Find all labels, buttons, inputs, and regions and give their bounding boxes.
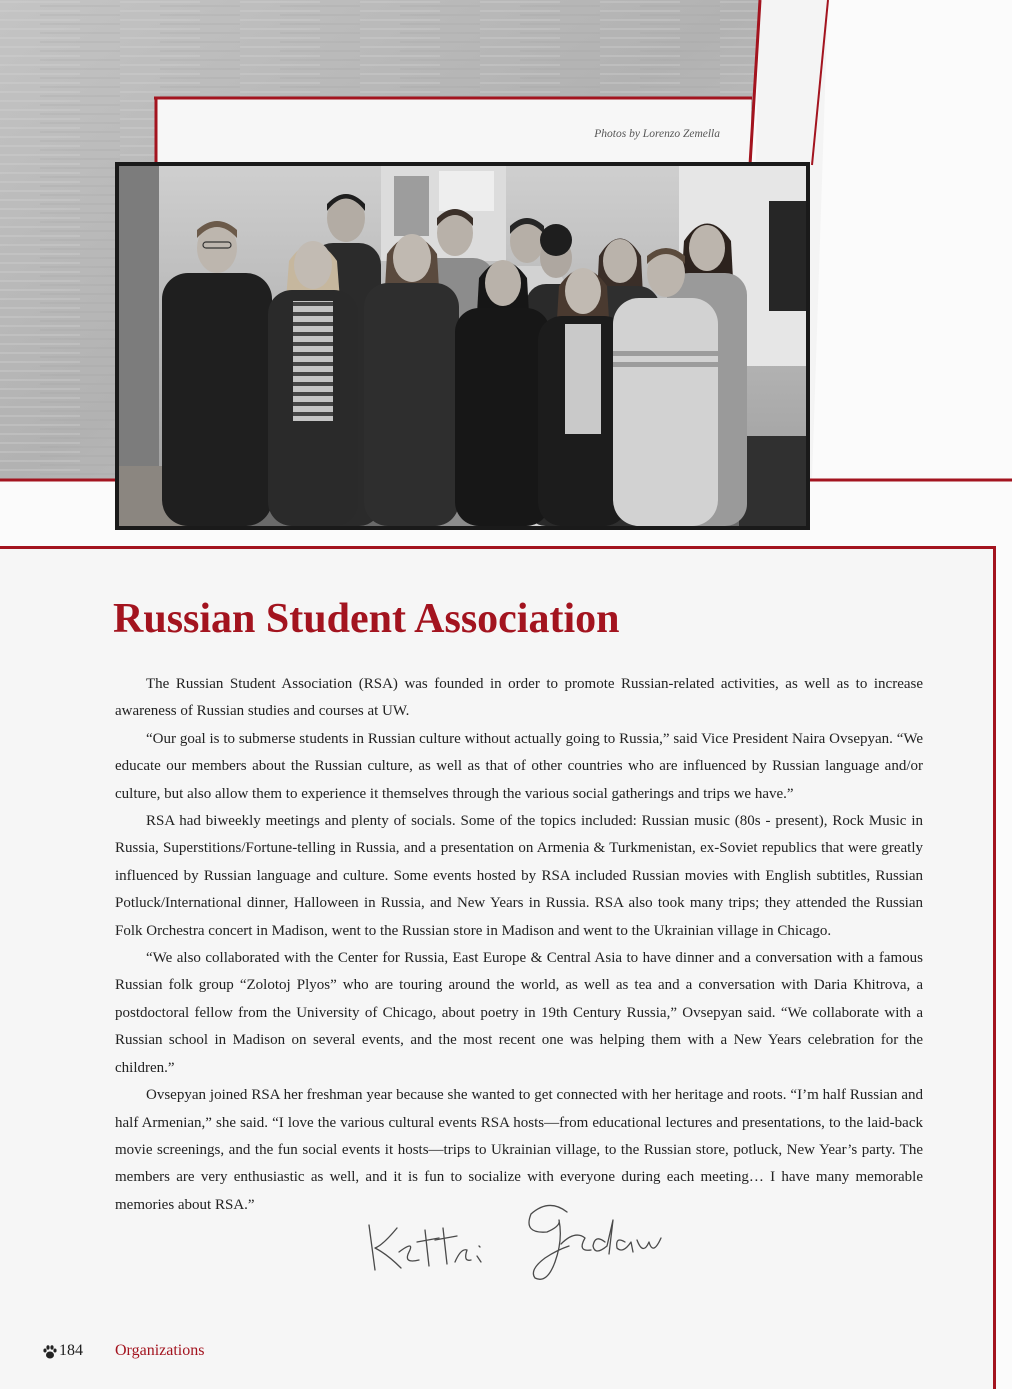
group-photo	[115, 162, 810, 530]
signature	[355, 1190, 675, 1290]
section-name: Organizations	[115, 1342, 205, 1359]
page-number: 184	[59, 1342, 83, 1359]
paw-icon	[42, 1344, 58, 1360]
photo-credit: Photos by Lorenzo Zemella	[594, 128, 720, 140]
article-body	[115, 671, 923, 1219]
group-photo-image	[119, 166, 806, 526]
paragraph: “Our goal is to submerse students in Russian culture without actually going to Russia,” said Vice President Naira Ovsepyan. “We educate our members about the Russian culture, as well as that of other countries who are influenced by Russian language and/or culture, but also allow them to experience it themselves through the various social gatherings and trips we have.”	[115, 730, 923, 802]
paragraph: Ovsepyan joined RSA her freshman year because she wanted to get connected with her heritage and roots. “I’m half Russian and half Armenian,” she said. “I love the various cultural events RSA hosts—from educational lectures and presentations, to the laid-back movie screenings, and the fun social events it hosts—trips to Ukrainian village, to the Russian store, potluck, New Year’s party. The members are very enthusiastic as well, and it is fun to socialize with everyone during each meeting… I have many memorable memories about RSA.”	[115, 1087, 923, 1213]
paragraph: RSA had biweekly meetings and plenty of socials. Some of the topics included: Russian music (80s - present), Rock Music in Russia, Superstitions/Fortune-telling in Russia, and a presentation on Armenia & Turkmenistan, ex-Soviet republics that were greatly influenced by Russian language and culture. Some events hosted by RSA included Russian movies with English subtitles, Russian Potluck/International dinner, Halloween in Russia, and New Years in Russia. RSA also took many trips; they attended the Russian Folk Orchestra concert in Madison, went to the Russian store in Madison and went to the Ukrainian village in Chicago.	[115, 813, 923, 939]
article-title: Russian Student Association	[113, 596, 620, 642]
paragraph: “We also collaborated with the Center for Russia, East Europe & Central Asia to have dinner and a conversation with a famous Russian folk group “Zolotoj Plyos” who are touring around the world, as well as tea and a conversation with Daria Khitrova, a postdoctoral fellow from the University of Chicago, about poetry in 19th Century Russia,” Ovsepyan said. “We collaborate with a Russian school in Madison on several events, and the most recent one was helping them with a New Years celebration for the children.”	[115, 950, 923, 1076]
page-footer	[40, 1342, 340, 1364]
paragraph: The Russian Student Association (RSA) was founded in order to promote Russian-related activities, as well as to increase awareness of Russian studies and courses at UW.	[115, 676, 923, 720]
